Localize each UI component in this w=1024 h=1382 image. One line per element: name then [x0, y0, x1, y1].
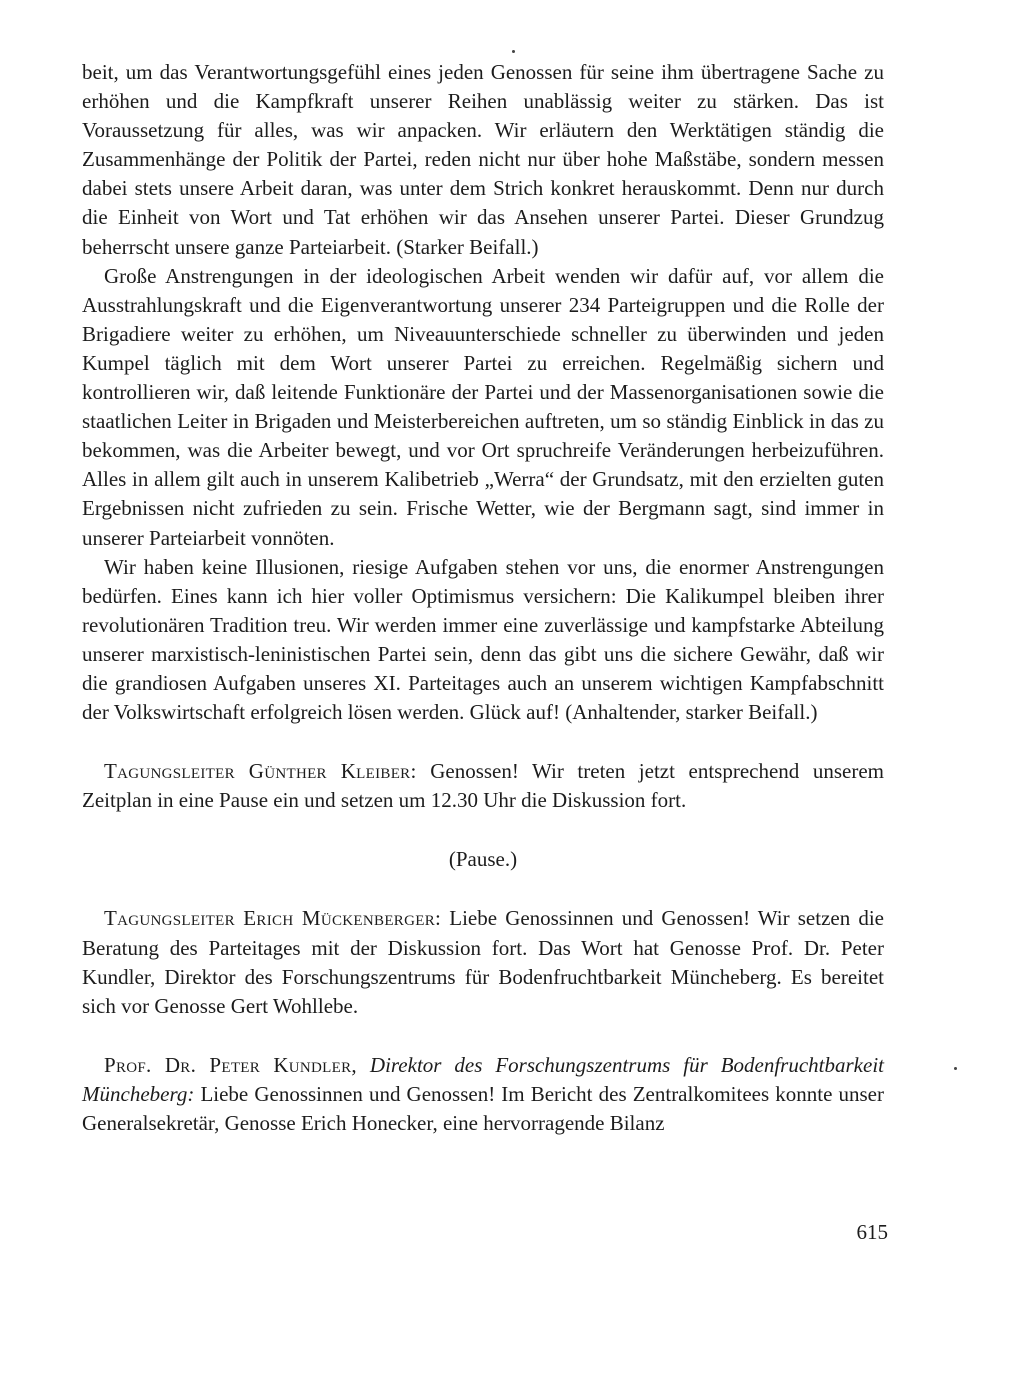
paragraph-closing: Wir haben keine Illusionen, riesige Aufgaben stehen vor uns, die enormer Anstrengungen bedürfen. Eines kann ich hier voller Optimismus versichern: Die Kalikumpel bleiben ihrer revolutionären Tradition treu. Wir werden immer eine zuverlässige und kampfstarke Abteilung unserer marxistisch-leninistischen Partei sein, denn das gibt uns die sichere Gewähr, daß wir die grandiosen Aufgaben unseres XI. Parteitages auch an unserem wichtigen Kampfabschnitt der Volkswirtschaft erfolgreich lösen werden. Glück auf! (Anhaltender, starker Beifall.): [82, 554, 884, 725]
speech-kundler: [82, 1051, 884, 1138]
section-gap: [82, 815, 884, 845]
speaker-role: Direktor des Forschungszentrums für Bodenfruchtbarkeit Müncheberg:: [82, 1052, 884, 1106]
paragraph-continuation: beit, um das Verantwortungsgefühl eines jeden Genossen für seine ihm übertragene Sache zu erhöhen und die Kampfkraft unserer Reihen unablässig weiter zu stärken. Das ist Voraussetzung für alles, was wir anpacken. Wir erläutern den Werktätigen ständig die Zusammenhänge der Politik der Partei, reden nicht nur über hohe Maßstäbe, sondern messen dabei stets unsere Arbeit daran, was unter dem Strich konkret herauskommt. Denn nur durch die Einheit von Wort und Tat erhöhen wir das Ansehen unserer Partei. Dieser Grundzug beherrscht unsere ganze Parteiarbeit. (Starker Beifall.): [82, 60, 884, 259]
scan-speck: [512, 50, 515, 53]
scan-speck: [954, 1067, 957, 1070]
section-gap: [82, 727, 884, 757]
pause-note: (Pause.): [448, 847, 518, 872]
paragraph-ideological-work: Große Anstrengungen in der ideologischen Arbeit wenden wir dafür auf, vor allem die Ausstrahlungskraft und die Eigenverantwortung unserer 234 Parteigruppen und die Rolle der Brigadiere weiter zu erhöhen, um Niveauunterschiede schneller zu überwinden und jeden Kumpel täglich mit dem Wort unserer Partei zu erreichen. Regelmäßig sichern und kontrollieren wir, daß leitende Funktionäre der Partei und der Massenorganisationen sowie die staatlichen Leiter in Brigaden und Meisterbereichen auftreten, um so ständig Einblick in das zu bekommen, was die Arbeiter bewegt, und vor Ort spruchreife Veränderungen herbeizuführen. Alles in allem gilt auch in unserem Kalibetrieb „Werra“ der Grundsatz, mit den erzielten guten Ergebnissen nicht zufrieden zu sein. Frische Wetter, wie der Bergmann sagt, sind immer in unserer Parteiarbeit vonnöten.: [82, 263, 884, 550]
speaker-name: Tagungsleiter Günther Kleiber:: [104, 759, 417, 784]
page-number: 615: [856, 1220, 888, 1244]
speech-text: Genossen! Wir treten jetzt entsprechend unserem Zeitplan in eine Pause ein und setzen um 12.30 Uhr die Diskussion fort.: [82, 759, 885, 813]
speaker-name: Prof. Dr. Peter Kundler,: [104, 1052, 357, 1077]
section-gap: [82, 1021, 884, 1051]
section-gap: [82, 874, 884, 904]
speech-mueckenberger: [82, 904, 884, 1020]
speaker-name: Tagungsleiter Erich Mückenberger:: [104, 906, 442, 931]
speech-kleiber: [82, 757, 884, 815]
page-body: [82, 58, 884, 1138]
speech-text: Liebe Genossinnen und Genossen! Im Bericht des Zentralkomitees konnte unser Generalsekretär, Genosse Erich Honecker, eine hervorragende Bilanz: [82, 1081, 884, 1135]
speech-text: Liebe Genossinnen und Genossen! Wir setzen die Beratung des Parteitages mit der Diskussion fort. Das Wort hat Genosse Prof. Dr. Peter Kundler, Direktor des Forschungszentrums für Bodenfruchtbarkeit Müncheberg. Es bereitet sich vor Genosse Gert Wohllebe.: [82, 906, 884, 1018]
